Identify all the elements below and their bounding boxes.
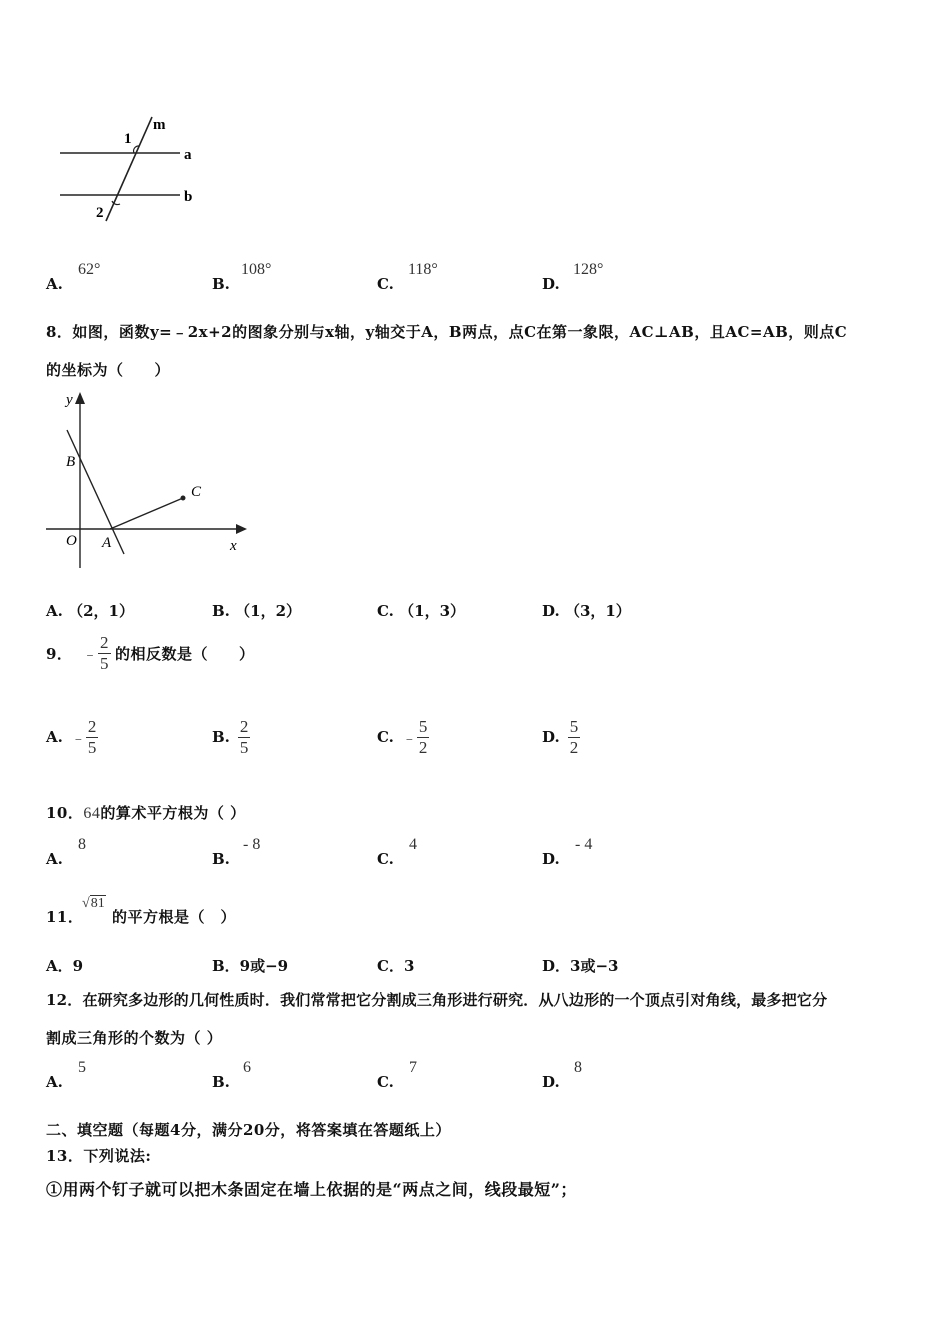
q11-option-d: D．3或−3 (542, 957, 619, 975)
line-b-label: b (184, 189, 193, 205)
q7-option-d-value: 128° (573, 261, 604, 278)
q9-fraction-num: 2 (99, 633, 109, 652)
q9-option-d-num: 5 (569, 717, 579, 736)
q10-number: 10． (46, 804, 84, 822)
x-axis-label: x (230, 538, 237, 554)
q8-option-b (212, 600, 301, 621)
q8-stem-line2: 的坐标为（ ） (46, 361, 171, 379)
q12-option-b-value: 6 (243, 1059, 251, 1076)
q8-option-a-letter: A. (46, 602, 63, 620)
q8-option-d (542, 600, 631, 621)
point-a-label: A (102, 535, 112, 551)
q9-option-b-letter: B. (212, 728, 230, 747)
y-axis-label: y (66, 392, 73, 408)
q7-option-c-value: 118° (408, 261, 438, 278)
q10-option-b-letter: B. (212, 850, 230, 868)
q7-option-c-letter: C. (377, 275, 394, 293)
q12-option-b-letter: B. (212, 1073, 230, 1091)
q8-option-c-value: （1，3） (399, 602, 466, 620)
q10-option-d-value: - 4 (575, 836, 593, 853)
q9-option-c (377, 718, 429, 757)
q9-option-b-num: 2 (239, 717, 249, 736)
q9-option-d-letter: D. (542, 728, 560, 747)
q13-stem: 13．下列说法: (46, 1147, 152, 1165)
q9-option-c-den: 2 (418, 737, 428, 757)
q10-stem-text: 的算术平方根为（ ） (100, 804, 246, 822)
q10-option-b-value: - 8 (243, 836, 261, 853)
q10-option-c-value: 4 (409, 836, 417, 853)
q11-option-a: A．9 (46, 957, 84, 975)
parallel-lines-figure (40, 105, 270, 225)
y-axis-arrow (75, 392, 85, 404)
q9-option-d-den: 2 (569, 737, 579, 757)
q12-option-a-value: 5 (78, 1059, 86, 1076)
q8-option-c (377, 600, 465, 621)
coordinate-graph-figure (40, 388, 255, 573)
q12-stem-line2: 割成三角形的个数为（ ） (46, 1029, 223, 1047)
q11-option-b: B．9或−9 (212, 957, 289, 975)
q12-stem-line1: 12．在研究多边形的几何性质时．我们常常把它分割成三角形进行研究．从八边形的一个顶点引对角线，最多把它分 (46, 991, 828, 1009)
q12-option-c-letter: C. (377, 1073, 394, 1091)
q9-option-c-letter: C. (377, 728, 394, 747)
q9-option-d (542, 718, 580, 757)
q9-option-a-letter: A. (46, 728, 63, 747)
q10-option-d-letter: D. (542, 850, 560, 868)
q9-option-d-fraction (568, 718, 581, 757)
q7-option-b-value: 108° (241, 261, 272, 278)
q9-option-c-sign: ﹣ (401, 730, 417, 747)
q9-stem (46, 634, 254, 673)
q9-option-b-den: 5 (239, 737, 249, 757)
segment-ac (110, 498, 183, 529)
q12-option-d-letter: D. (542, 1073, 560, 1091)
section-2-heading: 二、填空题（每题4分，满分20分，将答案填在答题纸上） (46, 1121, 451, 1139)
q7-option-d-letter: D. (542, 275, 560, 293)
q9-option-c-fraction (417, 718, 430, 757)
angle-1-label: 1 (124, 131, 132, 147)
q9-option-a-den: 5 (87, 737, 97, 757)
q8-stem-line1: 8．如图，函数y=﹣2x+2的图象分别与x轴，y轴交于A，B两点，点C在第一象限，AC⊥AB，且AC=AB，则点C (46, 323, 848, 341)
origin-label: O (66, 533, 77, 549)
q8-option-a-value: （2，1） (68, 602, 134, 620)
q9-option-a-sign: ﹣ (70, 730, 86, 747)
q9-stem-text: 的相反数是（ ） (114, 644, 255, 663)
q8-option-d-value: （3，1） (564, 602, 631, 620)
point-c (181, 496, 186, 501)
q10-option-a-letter: A. (46, 850, 63, 868)
q13-item-1: ①用两个钉子就可以把木条固定在墙上依据的是“两点之间，线段最短”； (46, 1180, 577, 1199)
q9-sign: ﹣ (82, 646, 98, 663)
angle-2-label: 2 (96, 205, 104, 221)
q8-option-b-value: （1，2） (235, 602, 302, 620)
q9-number: 9． (46, 644, 73, 663)
q9-fraction (98, 634, 111, 673)
q7-option-a-letter: A. (46, 275, 63, 293)
q9-option-a (46, 718, 98, 757)
q7-option-b-letter: B. (212, 275, 230, 293)
q10-value: 64 (83, 805, 101, 822)
q8-option-d-letter: D. (542, 602, 560, 620)
q11-number: 11． (46, 908, 84, 926)
q8-option-b-letter: B. (212, 602, 230, 620)
q10-stem (46, 802, 246, 823)
q9-option-b-fraction (238, 718, 251, 757)
q11-option-c: C．3 (377, 957, 415, 975)
q10-option-a-value: 8 (78, 836, 86, 853)
q12-option-c-value: 7 (409, 1059, 417, 1076)
point-c-label: C (191, 484, 202, 500)
q11-sqrt (82, 896, 106, 912)
q9-option-c-num: 5 (418, 717, 428, 736)
point-b-label: B (66, 454, 76, 470)
q12-option-a-letter: A. (46, 1073, 63, 1091)
q10-option-c-letter: C. (377, 850, 394, 868)
q11-radicand: 81 (90, 896, 105, 911)
q9-option-a-num: 2 (87, 717, 97, 736)
sqrt-icon: √ (82, 896, 90, 911)
q11-stem-text: 的平方根是（ ） (112, 908, 237, 926)
x-axis-arrow (236, 524, 247, 534)
q9-option-a-fraction (86, 718, 99, 757)
q7-option-a-value: 62° (78, 261, 101, 278)
line-a-label: a (184, 147, 192, 163)
q8-option-c-letter: C. (377, 602, 394, 620)
q12-option-d-value: 8 (574, 1059, 582, 1076)
q9-option-b (212, 718, 250, 757)
q9-fraction-den: 5 (99, 653, 109, 673)
line-m-label: m (153, 117, 166, 133)
q8-option-a (46, 600, 134, 621)
